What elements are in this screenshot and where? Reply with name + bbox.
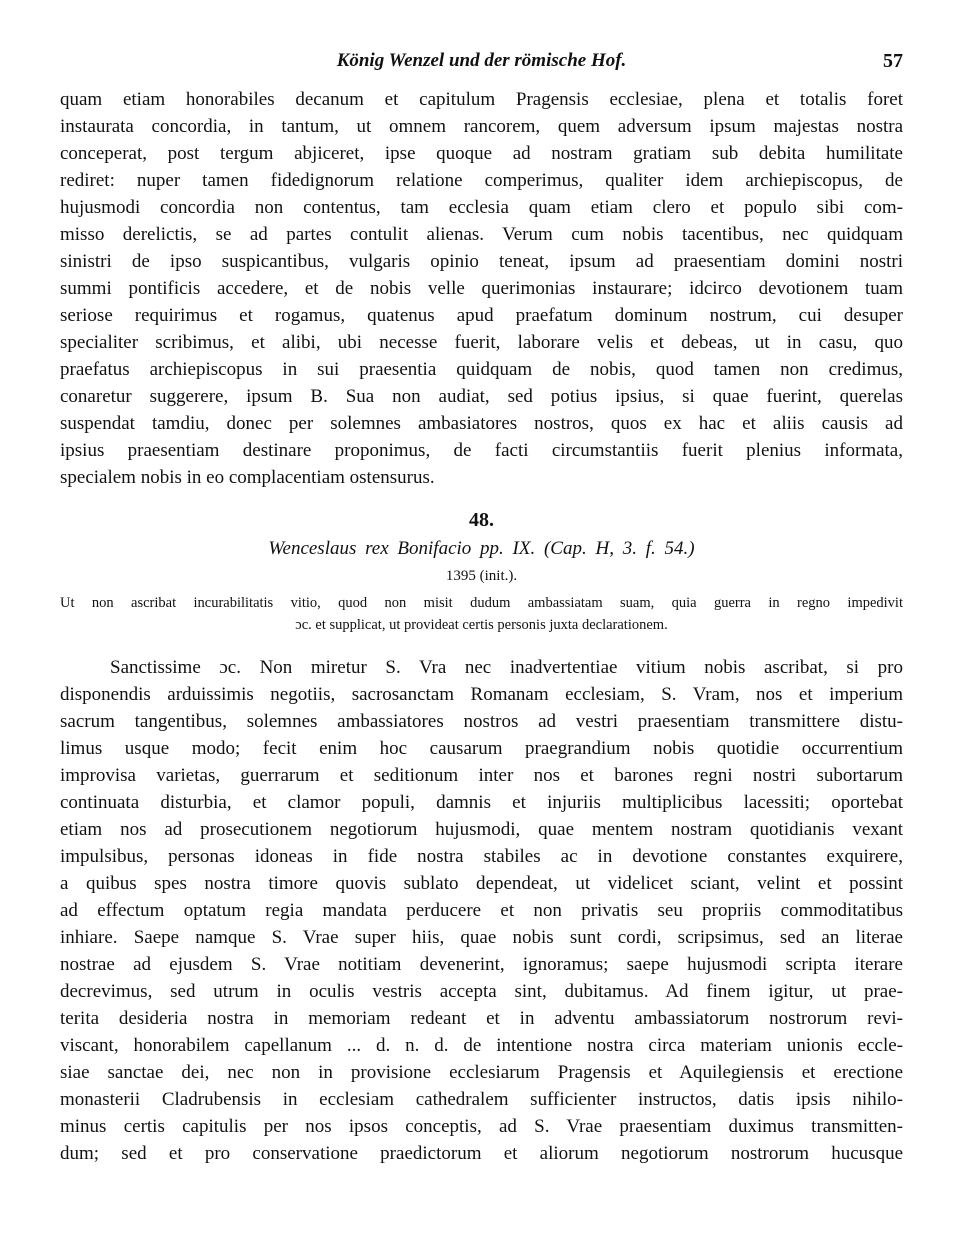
text-line: a quibus spes nostra timore quovis sublato dependeat, ut videlicet sciant, velint et possint [60,873,903,894]
text-line: rediret: nuper tamen fidedignorum relatione comperimus, qualiter idem archiepiscopus, de [60,170,903,191]
document-summary-line: ɔc. et supplicat, ut provideat certis personis juxta declarationem. [295,617,668,633]
text-line: continuata disturbia, et clamor populi, damnis et injuriis multiplicibus lacessiti; oportebat [60,792,903,813]
text-line: specialem nobis in eo complacentiam ostensurus. [60,467,435,488]
text-line: sinistri de ipso suspicantibus, vulgaris opinio teneat, ipsum ad praesentiam domini nostri [60,251,903,272]
text-line: specialiter scribimus, et alibi, ubi necesse fuerit, laborare velis et debeas, ut in casu, quo [60,332,903,353]
document-number: 48. [469,509,494,531]
text-line: viscant, honorabilem capellanum ... d. n. d. de intentione nostra circa materiam unionis eccle- [60,1035,903,1056]
text-line: decrevimus, sed utrum in oculis vestris accepta sint, dubitamus. Ad finem igitur, ut prae- [60,981,903,1002]
running-head: König Wenzel und der römische Hof. [336,50,627,71]
text-line: improvisa varietas, guerrarum et seditionum inter nos et barones regni nostri subortarum [60,765,903,786]
text-line: seriose requirimus et rogamus, quatenus apud praefatum dominum nostrum, cui desuper [60,305,903,326]
document-summary-line: Ut non ascribat incurabilitatis vitio, quod non misit dudum ambassiatam suam, quia guerra in regno impedivit [60,595,903,611]
text-line: praefatus archiepiscopus in sui praesentia quidquam de nobis, quod tamen non credimus, [60,359,903,380]
text-line: quam etiam honorabiles decanum et capitulum Pragensis ecclesiae, plena et totalis foret [60,89,903,110]
text-line: conceperat, post tergum abjiceret, ipse quoque ad nostram gratiam sub debita humilitate [60,143,903,164]
text-line: siae sanctae dei, nec non in provisione ecclesiarum Pragensis et Aquilegiensis et erectione [60,1062,903,1083]
text-line: terita desideria nostra in memoriam redeant et in adventu ambassiatorum nostrorum revi- [60,1008,903,1029]
text-line: sacrum tangentibus, solemnes ambassiatores nostros ad vestri praesentiam transmittere distu- [60,711,903,732]
text-line: instaurata concordia, in tantum, ut omnem rancorem, quem adversum ipsum majestas nostra [60,116,903,137]
text-line: conaretur suggerere, ipsum B. Sua non audiat, sed potius ipsius, si quae fuerint, querelas [60,386,903,407]
text-line: misso derelictis, se ad partes contulit alienas. Verum cum nobis tacentibus, nec quidquam [60,224,903,245]
text-line: ipsius praesentiam destinare proponimus, de facti circumstantiis fuerit plenius informata, [60,440,903,461]
page-header [60,50,903,80]
text-line: minus certis capitulis per nos ipsos conceptis, ad S. Vrae praesentiam duximus transmitten- [60,1116,903,1137]
text-line: suspendat tamdiu, donec per solemnes ambasiatores nostros, quos ex hac et aliis causis ad [60,413,903,434]
text-line: impulsibus, personas idoneas in fide nostra stabiles ac in devotione constantes exquirere, [60,846,903,867]
text-line: disponendis arduissimis negotiis, sacrosanctam Romanam ecclesiam, S. Vram, nos et imperium [60,684,903,705]
text-line: monasterii Cladrubensis in ecclesiam cathedralem sufficienter instructos, datis ipsis nihilo- [60,1089,903,1110]
text-line: nostrae ad ejusdem S. Vrae notitiam devenerint, ignoramus; saepe hujusmodi scripta iterare [60,954,903,975]
text-line: summi pontificis accedere, et de nobis velle querimonias instaurare; idcirco devotionem tuam [60,278,903,299]
text-line: inhiare. Saepe namque S. Vrae super hiis, quae nobis sunt cordi, scripsimus, sed an literae [60,927,903,948]
text-line: Sanctissime ɔc. Non miretur S. Vra nec inadvertentiae vitium nobis ascribat, si pro [110,657,903,678]
text-line: limus usque modo; fecit enim hoc causarum praegrandium nobis quotidie occurrentium [60,738,903,759]
text-line: dum; sed et pro conservatione praedictorum et aliorum negotiorum nostrorum hucusque [60,1143,903,1164]
page-number: 57 [883,50,903,72]
document-title: Wenceslaus rex Bonifacio pp. IX. (Cap. H, 3. f. 54.) [268,538,695,559]
document-date: 1395 (init.). [445,568,518,584]
text-line: etiam nos ad prosecutionem negotiorum hujusmodi, quae mentem nostram quotidianis vexant [60,819,903,840]
text-line: ad effectum optatum regia mandata perducere et non privatis seu propriis commoditatibus [60,900,903,921]
text-line: hujusmodi concordia non contentus, tam ecclesia quam etiam clero et populo sibi com- [60,197,903,218]
